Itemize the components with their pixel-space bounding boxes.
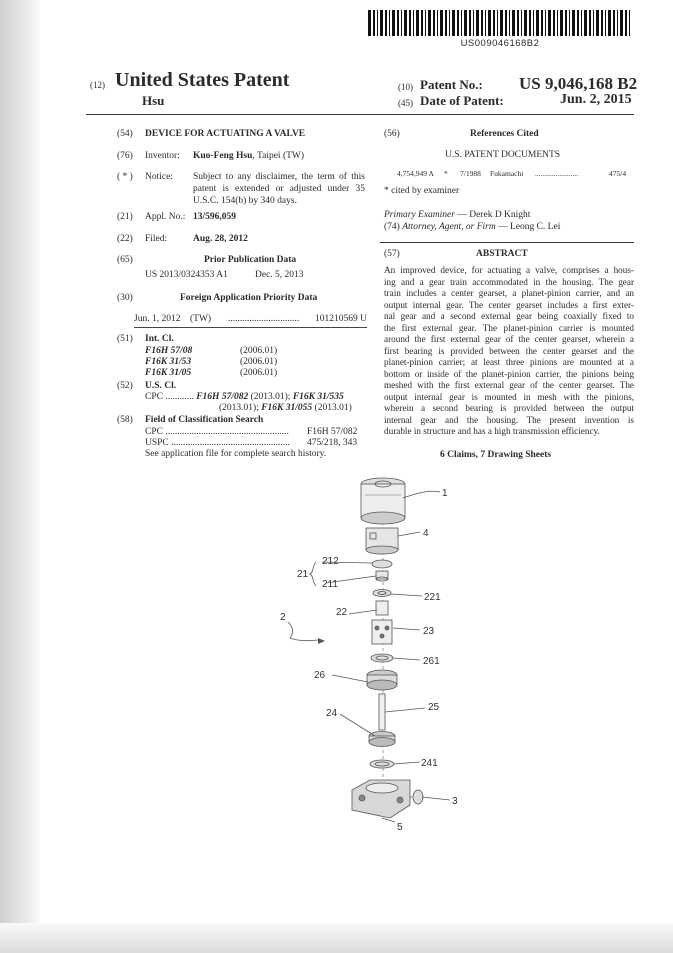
- drawing-label-241: 241: [421, 758, 438, 769]
- field-of-search-note: See application file for complete search history.: [145, 449, 327, 459]
- attorney-label: Attorney, Agent, or Firm: [402, 222, 496, 232]
- reference-inventor: Fukamachi: [490, 169, 524, 178]
- inventor-name: Kuo-Feng Hsu: [193, 151, 253, 161]
- us-cl-date-2: (2013.01);: [219, 403, 262, 413]
- foreign-priority-title: Foreign Application Priority Data: [180, 293, 318, 303]
- bearing-261: [371, 654, 393, 662]
- drawing-label-212: 212: [322, 556, 339, 567]
- abstract-body: [384, 265, 634, 438]
- barcode-bar: [421, 10, 423, 36]
- abstract-line: wherein a second bearing is provided between the output: [384, 403, 634, 413]
- us-cl-code-3: F16K 31/055: [261, 403, 313, 413]
- drive-shaft: [379, 694, 385, 730]
- barcode-bar: [589, 10, 591, 36]
- drawing-label-2: 2: [280, 612, 286, 623]
- field-of-search-uspc-value: 475/218, 343: [307, 438, 358, 448]
- drawing-label-22: 22: [336, 607, 348, 618]
- barcode-bar: [536, 10, 539, 36]
- inventor-location: , Taipei (TW): [252, 151, 305, 161]
- patent-no-code: (10): [398, 82, 413, 92]
- barcode-bar: [533, 10, 534, 36]
- barcode-bar: [577, 10, 579, 36]
- barcode-bar: [613, 10, 615, 36]
- patent-drawing: [270, 470, 470, 840]
- barcode-bar: [425, 10, 426, 36]
- attorney-line: [384, 221, 560, 233]
- field-58-number: (58): [117, 415, 133, 425]
- foreign-priority-country: (TW): [190, 314, 212, 324]
- patent-title-header: United States Patent: [115, 69, 290, 91]
- appl-no-label: Appl. No.:: [145, 212, 186, 222]
- barcode-bar: [500, 10, 503, 36]
- barcode-bar: [380, 10, 383, 36]
- barcode-bar: [553, 10, 555, 36]
- barcode-bar: [560, 10, 563, 36]
- gear-24: [369, 732, 395, 747]
- barcode-bar: [476, 10, 479, 36]
- notice-line-3: U.S.C. 154(b) by 340 days.: [193, 196, 297, 206]
- field-30-number: (30): [117, 293, 133, 303]
- reference-dots: .......................: [535, 169, 579, 178]
- scan-shadow-left: [0, 0, 40, 953]
- inventor-surname: Hsu: [142, 93, 165, 108]
- field-of-search-cpc-value: F16H 57/082: [307, 427, 358, 437]
- barcode-bar: [572, 10, 575, 36]
- barcode-bar: [541, 10, 543, 36]
- barcode-bar: [593, 10, 594, 36]
- us-cl-cpc-line-2: [219, 402, 352, 414]
- bearing-221: [373, 590, 391, 597]
- notice-label: Notice:: [145, 172, 173, 182]
- barcode-bar: [625, 10, 627, 36]
- field-of-search-title: Field of Classification Search: [145, 415, 264, 425]
- invention-title: DEVICE FOR ACTUATING A VALVE: [145, 129, 306, 139]
- barcode-bar: [596, 10, 599, 36]
- barcode-bar: [601, 10, 603, 36]
- barcode-bar: [545, 10, 546, 36]
- barcode-bar: [497, 10, 498, 36]
- us-cl-code-1: F16H 57/082: [196, 392, 249, 402]
- drawing-label-25: 25: [428, 702, 440, 713]
- kind-code-number: (12): [90, 80, 105, 90]
- abstract-line: meshed with the first external gear of the center gearset. The: [384, 380, 634, 390]
- planet-carrier: [372, 620, 392, 644]
- barcode-bar: [481, 10, 483, 36]
- abstract-line: planet-pinion carrier; at least three pinions are mounted at a: [384, 357, 634, 367]
- bearing-241: [370, 760, 394, 768]
- cited-by-examiner: * cited by examiner: [384, 186, 460, 196]
- notice-line-2: patent is extended or adjusted under 35: [193, 184, 365, 194]
- int-cl-code-2: F16K 31/53: [145, 357, 192, 367]
- handle-3: [410, 790, 423, 804]
- notice-text: [193, 171, 365, 207]
- barcode-bar: [404, 10, 407, 36]
- abstract-line: train includes a center gearset, a planet-pinion carrier, and an: [384, 288, 634, 298]
- barcode-bar: [505, 10, 507, 36]
- abstract-line: bottom or inside of the planet-pinion carrier, the pinions being: [384, 368, 634, 379]
- barcode-bar: [565, 10, 567, 36]
- foreign-priority-date: Jun. 1, 2012: [134, 314, 181, 324]
- barcode-bar: [464, 10, 467, 36]
- notice-number: ( * ): [117, 172, 133, 182]
- foreign-priority-dots: ..............................: [228, 314, 300, 324]
- field-74-number: (74): [384, 222, 400, 232]
- barcode-bar: [517, 10, 519, 36]
- drawing-label-261: 261: [423, 656, 440, 667]
- drawing-label-5: 5: [397, 822, 403, 833]
- us-cl-title: U.S. Cl.: [145, 381, 177, 391]
- barcode-bar: [377, 10, 378, 36]
- field-22-number: (22): [117, 234, 133, 244]
- barcode-bar: [608, 10, 611, 36]
- abstract-line: nal gear and a second external gear being coaxially fixed to: [384, 311, 634, 321]
- barcode-bar: [385, 10, 387, 36]
- field-65-number: (65): [117, 255, 133, 265]
- drawing-label-4: 4: [423, 528, 429, 539]
- us-cl-code-2: F16K 31/535: [292, 392, 344, 402]
- base-housing: [352, 780, 410, 818]
- output-ring-gear: [367, 670, 397, 690]
- date-code: (45): [398, 98, 413, 108]
- barcode-bar: [485, 10, 486, 36]
- barcode-bar: [413, 10, 414, 36]
- filed-value: Aug. 28, 2012: [193, 234, 248, 244]
- patent-no-label: Patent No.:: [420, 77, 483, 92]
- field-56-number: (56): [384, 129, 400, 139]
- date-of-patent: Jun. 2, 2015: [560, 92, 632, 107]
- barcode-bar: [469, 10, 471, 36]
- barcode-bar: [397, 10, 399, 36]
- header-rule: [86, 114, 634, 115]
- abstract-line: around the first external gear of the center gearset, wherein a: [384, 334, 634, 344]
- drawing-label-3: 3: [452, 796, 458, 807]
- barcode-bar: [437, 10, 438, 36]
- claims-summary: 6 Claims, 7 Drawing Sheets: [440, 450, 552, 460]
- barcode-bar: [617, 10, 618, 36]
- barcode-bar: [620, 10, 623, 36]
- int-cl-code-3: F16K 31/05: [145, 368, 192, 378]
- reference-star: *: [444, 169, 448, 178]
- primary-examiner-label: Primary Examiner: [384, 210, 455, 220]
- int-cl-version-1: (2006.01): [240, 346, 278, 356]
- barcode-bar: [416, 10, 419, 36]
- barcode-bar: [461, 10, 462, 36]
- abstract-line: the first external gear. The planet-pinion carrier is mounted: [384, 322, 634, 333]
- inventor-line: [193, 150, 304, 162]
- int-cl-title: Int. Cl.: [145, 334, 174, 344]
- drawing-label-26: 26: [314, 670, 326, 681]
- gear-22: [376, 601, 388, 615]
- barcode-bar: [473, 10, 474, 36]
- us-patent-documents-title: U.S. PATENT DOCUMENTS: [445, 150, 561, 160]
- gear-212: [372, 560, 392, 568]
- date-of-patent-label: Date of Patent:: [420, 93, 504, 108]
- field-51-number: (51): [117, 334, 133, 344]
- abstract-line: ing and a gear train accommodated in the housing. The gear: [384, 276, 634, 287]
- motor-housing: [361, 478, 405, 524]
- abstract-line: durable in structure and has a high transmission efficiency.: [384, 426, 600, 436]
- barcode-bar: [605, 10, 606, 36]
- barcode-bar: [392, 10, 395, 36]
- barcode-bar: [445, 10, 447, 36]
- barcode-bar: [449, 10, 450, 36]
- drawing-label-21: 21: [297, 569, 309, 580]
- gear-cover: [366, 528, 398, 554]
- field-54-number: (54): [117, 129, 133, 139]
- prior-publication-title: Prior Publication Data: [204, 255, 297, 265]
- barcode-bar: [509, 10, 510, 36]
- reference-number: 4,754,949 A: [397, 169, 434, 178]
- barcode-bar: [373, 10, 375, 36]
- primary-examiner-name: — Derek D Knight: [454, 210, 531, 220]
- barcode-bar: [557, 10, 558, 36]
- us-cl-date-3: (2013.01): [312, 403, 352, 413]
- field-57-number: (57): [384, 249, 400, 259]
- drawing-label-221: 221: [424, 592, 441, 603]
- barcode-bar: [440, 10, 443, 36]
- patent-number: US 9,046,168 B2: [519, 74, 638, 93]
- barcode-bar: [452, 10, 455, 36]
- drawing-label-1: 1: [442, 488, 448, 499]
- barcode-bar: [409, 10, 411, 36]
- barcode-bar: [368, 10, 371, 36]
- barcode-bar: [524, 10, 527, 36]
- inventor-label: Inventor:: [145, 151, 180, 161]
- barcode-bar: [389, 10, 390, 36]
- drawing-label-24: 24: [326, 708, 338, 719]
- field-of-search-cpc: CPC ....................................................: [145, 427, 289, 437]
- prior-publication-date: Dec. 5, 2013: [255, 270, 304, 280]
- int-cl-version-3: (2006.01): [240, 368, 278, 378]
- field-of-search-uspc: USPC ..................................................: [145, 438, 290, 448]
- barcode-bar: [433, 10, 435, 36]
- scan-shadow-bottom: [0, 923, 673, 953]
- publication-number: US009046168B2: [460, 38, 540, 49]
- reference-class: 475/4: [609, 169, 627, 178]
- references-cited-title: References Cited: [470, 129, 539, 139]
- prior-publication-number: US 2013/0324353 A1: [145, 270, 228, 280]
- abstract-top-rule: [380, 242, 634, 243]
- notice-line-1: Subject to any disclaimer, the term of this: [193, 172, 365, 182]
- abstract-line: An improved device, for actuating a valve, comprises a hous-: [384, 265, 634, 275]
- abstract-line: output internal gear. The center gearset includes a first exter-: [384, 299, 634, 310]
- barcode-bar: [401, 10, 402, 36]
- field-52-number: (52): [117, 381, 133, 391]
- int-cl-version-2: (2006.01): [240, 357, 278, 367]
- us-cl-date-1: (2013.01);: [248, 392, 293, 402]
- barcode-bar: [521, 10, 522, 36]
- field-76-number: (76): [117, 151, 133, 161]
- abstract-line: first bearing is provided between the center gearset and the: [384, 345, 634, 356]
- abstract-line: internal gear and the housing. The present invention is: [384, 414, 634, 425]
- filed-label: Filed:: [145, 234, 168, 244]
- primary-examiner-line: [384, 209, 530, 221]
- barcode-bar: [493, 10, 495, 36]
- attorney-name: — Leong C. Lei: [495, 222, 561, 232]
- barcode-bar: [584, 10, 587, 36]
- abstract-title: ABSTRACT: [476, 249, 528, 259]
- us-cl-cpc-label: CPC ............: [145, 392, 194, 402]
- foreign-priority-number: 101210569 U: [315, 314, 367, 324]
- appl-no-value: 13/596,059: [193, 212, 237, 222]
- barcode-bar: [457, 10, 459, 36]
- drawing-label-211: 211: [322, 579, 338, 590]
- left-section-rule: [134, 327, 367, 328]
- barcode-bar: [512, 10, 515, 36]
- reference-date: 7/1988: [460, 169, 481, 178]
- barcode-bar: [581, 10, 582, 36]
- barcode-bar: [428, 10, 431, 36]
- barcode-bar: [529, 10, 531, 36]
- abstract-line: output internal gear is mounted in mesh with the pinions,: [384, 391, 634, 402]
- drawing-label-23: 23: [423, 626, 435, 637]
- barcode-bar: [548, 10, 551, 36]
- barcode: [368, 10, 633, 36]
- barcode-bar: [569, 10, 570, 36]
- barcode-bar: [629, 10, 630, 36]
- barcode-bar: [488, 10, 491, 36]
- int-cl-code-1: F16H 57/08: [145, 346, 193, 356]
- field-21-number: (21): [117, 212, 133, 222]
